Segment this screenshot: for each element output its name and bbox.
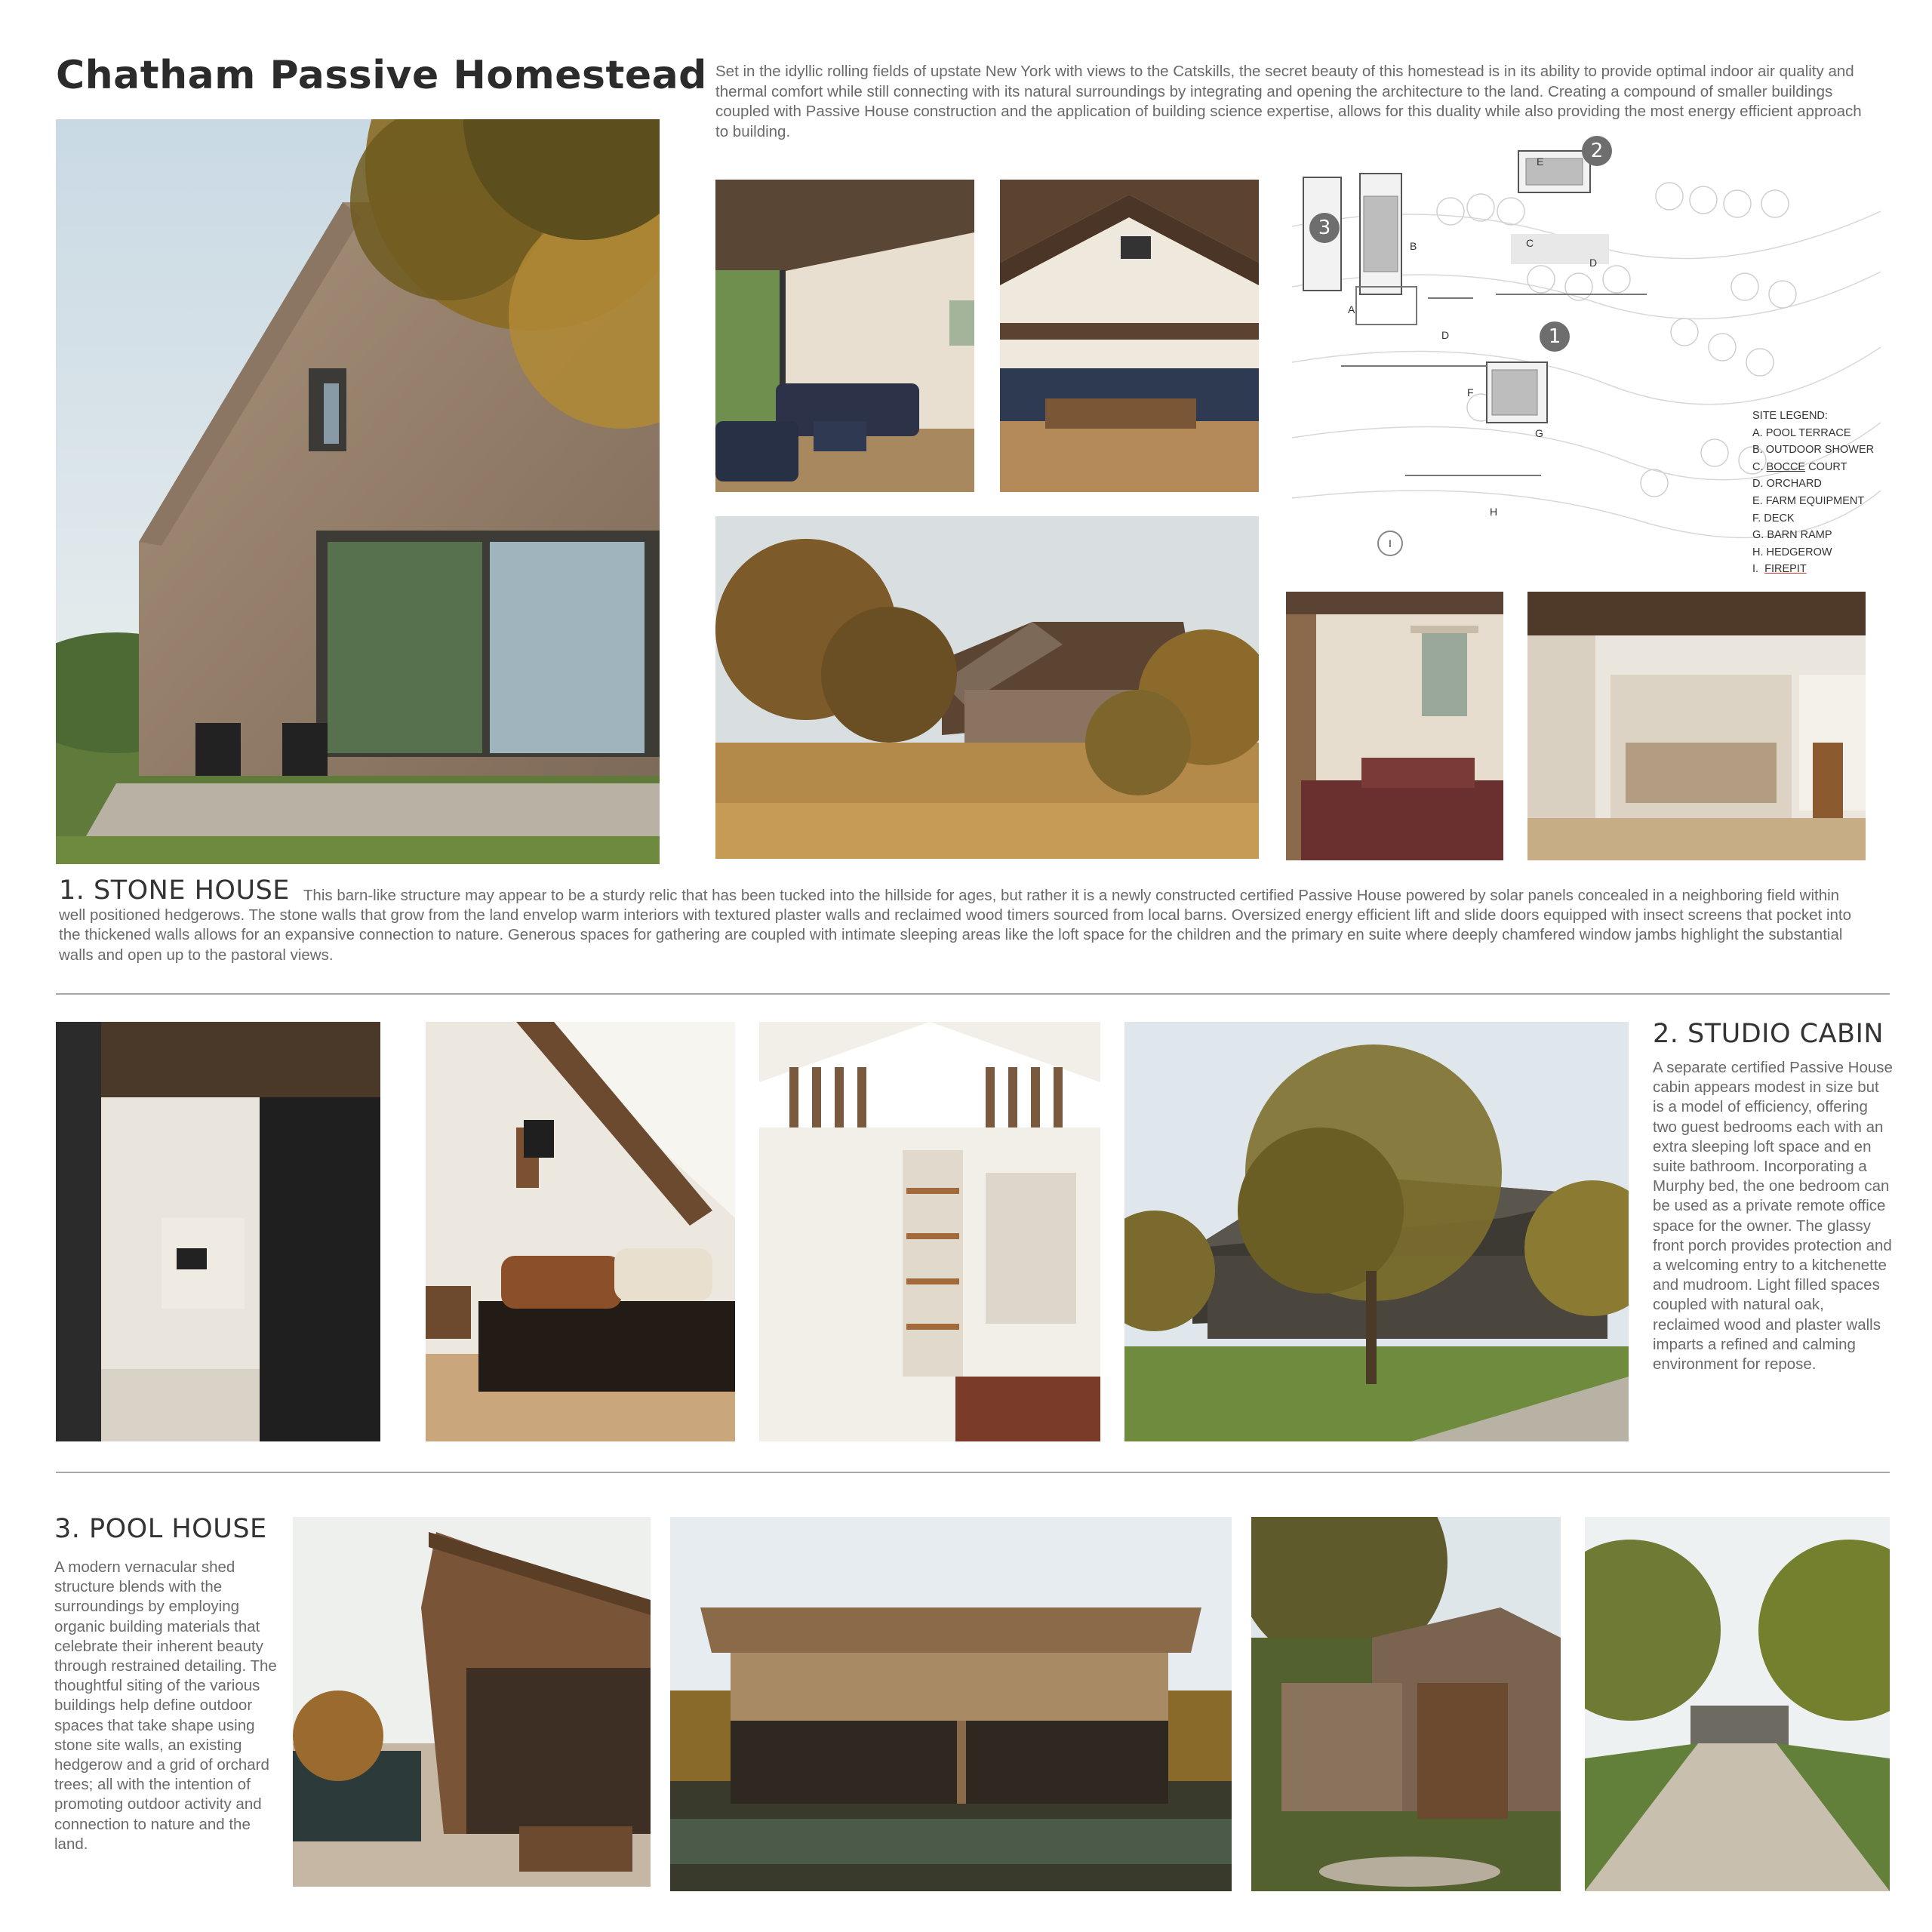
legend-item-c-underlined: BOCCE <box>1766 460 1806 473</box>
orchard-path-photo <box>1585 1517 1890 1891</box>
legend-item-c-suffix: COURT <box>1805 460 1847 473</box>
pool-house-front-photo <box>670 1517 1232 1891</box>
studio-cabin-title: 2. STUDIO CABIN <box>1653 1019 1884 1049</box>
site-plan-badge-2: 2 <box>1582 136 1612 166</box>
site-plan-badge-1: 1 <box>1540 321 1570 352</box>
site-plan-letter-h: H <box>1490 506 1498 518</box>
divider-1 <box>56 993 1890 995</box>
stone-house-title: 1. STONE HOUSE <box>59 875 290 906</box>
legend-item-b: B. OUTDOOR SHOWER <box>1752 444 1875 457</box>
legend-item-d: D. ORCHARD <box>1752 478 1822 491</box>
site-plan-letter-i: I <box>1389 537 1392 549</box>
stone-house-section <box>59 875 1870 965</box>
site-legend <box>1752 408 1874 578</box>
pool-house-body: A modern vernacular shed structure blends with the surroundings by employing organic building materials that celebrate their inherent beauty through restrained detailing. The thoughtful siting of the various buildings help define outdoor spaces that take shape using stone site walls, an existing hedgerow and a grid of orchard trees; all with the intention of promoting outdoor activity and connection to nature and the land. <box>54 1558 277 1853</box>
site-legend-title: SITE LEGEND: <box>1752 410 1828 422</box>
pool-house-title: 3. POOL HOUSE <box>54 1514 267 1544</box>
legend-item-e: E. FARM EQUIPMENT <box>1752 494 1865 507</box>
stone-house-body: This barn-like structure may appear to be a sturdy relic that has been tucked into the hillside for ages, but rather it is a newly constructed certified Passive House powered by solar panels concealed in a neighboring field within well positioned hedgerows. The stone walls that grow from the land envelop warm interiors with textured plaster walls and reclaimed wood timers sourced from local barns. Oversized energy efficient lift and slide doors equipped with insect screens that pocket into the thickened walls allows for an expansive connection to nature. Generous spaces for gathering are coupled with intimate sleeping areas like the loft space for the children and the primary en suite where deeply chamfered window jambs highlight the substantial walls and open up to the pastoral views. <box>59 887 1852 964</box>
loft-bedroom-photo <box>1527 592 1866 860</box>
legend-item-a: A. POOL TERRACE <box>1752 426 1851 439</box>
site-plan-letter-b: B <box>1410 240 1417 252</box>
studio-cabin-exterior-photo <box>1124 1022 1629 1441</box>
stone-house-exterior-photo <box>56 119 660 864</box>
pool-house-terrace-photo <box>293 1517 651 1887</box>
site-plan-letter-c: C <box>1526 237 1534 249</box>
site-plan-letter-d1: D <box>1589 257 1598 269</box>
site-plan-letter-e: E <box>1537 155 1544 168</box>
site-plan-badge-3: 3 <box>1309 213 1340 243</box>
primary-bedroom-photo <box>1286 592 1503 860</box>
legend-item-f: F. DECK <box>1752 512 1795 525</box>
legend-item-h: H. HEDGEROW <box>1752 546 1832 558</box>
legend-item-i-underlined: FIREPIT <box>1764 563 1807 576</box>
page-title: Chatham Passive Homestead <box>56 53 707 98</box>
outdoor-shower-photo <box>1251 1517 1561 1891</box>
divider-2 <box>56 1472 1890 1473</box>
site-plan-letter-a: A <box>1348 303 1355 315</box>
legend-item-c <box>1752 459 1874 476</box>
living-room-photo <box>715 180 974 492</box>
intro-paragraph: Set in the idyllic rolling fields of upstate New York with views to the Catskills, the secret beauty of this homestead is in its ability to provide optimal indoor air quality and thermal comfort while still connecting with its natural surroundings by integrating and opening the architecture to the land. Creating a compound of smaller buildings coupled with Passive House construction and the application of building science expertise, allows for this duality while also providing the most energy efficient approach to building. <box>715 63 1862 140</box>
stone-house-landscape-photo <box>715 516 1259 859</box>
studio-cabin-body: A separate certified Passive House cabin appears modest in size but is a model of efficiency, offering two guest bedrooms each with an extra sleeping loft space and en suite bathroom. Incorporating a Murphy bed, the one bedroom can be used as a private remote office space for the owner. The glassy front porch provides protection and a welcoming entry to a kitchenette and mudroom. Light filled spaces coupled with natural oak, reclaimed wood and plaster walls imparts a refined and calming environment for repose. <box>1653 1059 1893 1374</box>
dining-kitchen-photo <box>1000 180 1259 492</box>
cabin-hallway-photo <box>56 1022 380 1441</box>
cabin-loft-photo <box>759 1022 1100 1441</box>
site-plan-letter-d2: D <box>1441 329 1450 341</box>
site-plan-letter-g: G <box>1535 427 1543 439</box>
legend-item-g: G. BARN RAMP <box>1752 529 1832 542</box>
legend-item-c-prefix: C. <box>1752 460 1767 473</box>
cabin-bedroom-photo <box>426 1022 735 1441</box>
site-plan-letter-f: F <box>1467 386 1474 398</box>
legend-item-i-prefix: I. <box>1752 563 1765 576</box>
legend-item-i <box>1752 561 1874 578</box>
